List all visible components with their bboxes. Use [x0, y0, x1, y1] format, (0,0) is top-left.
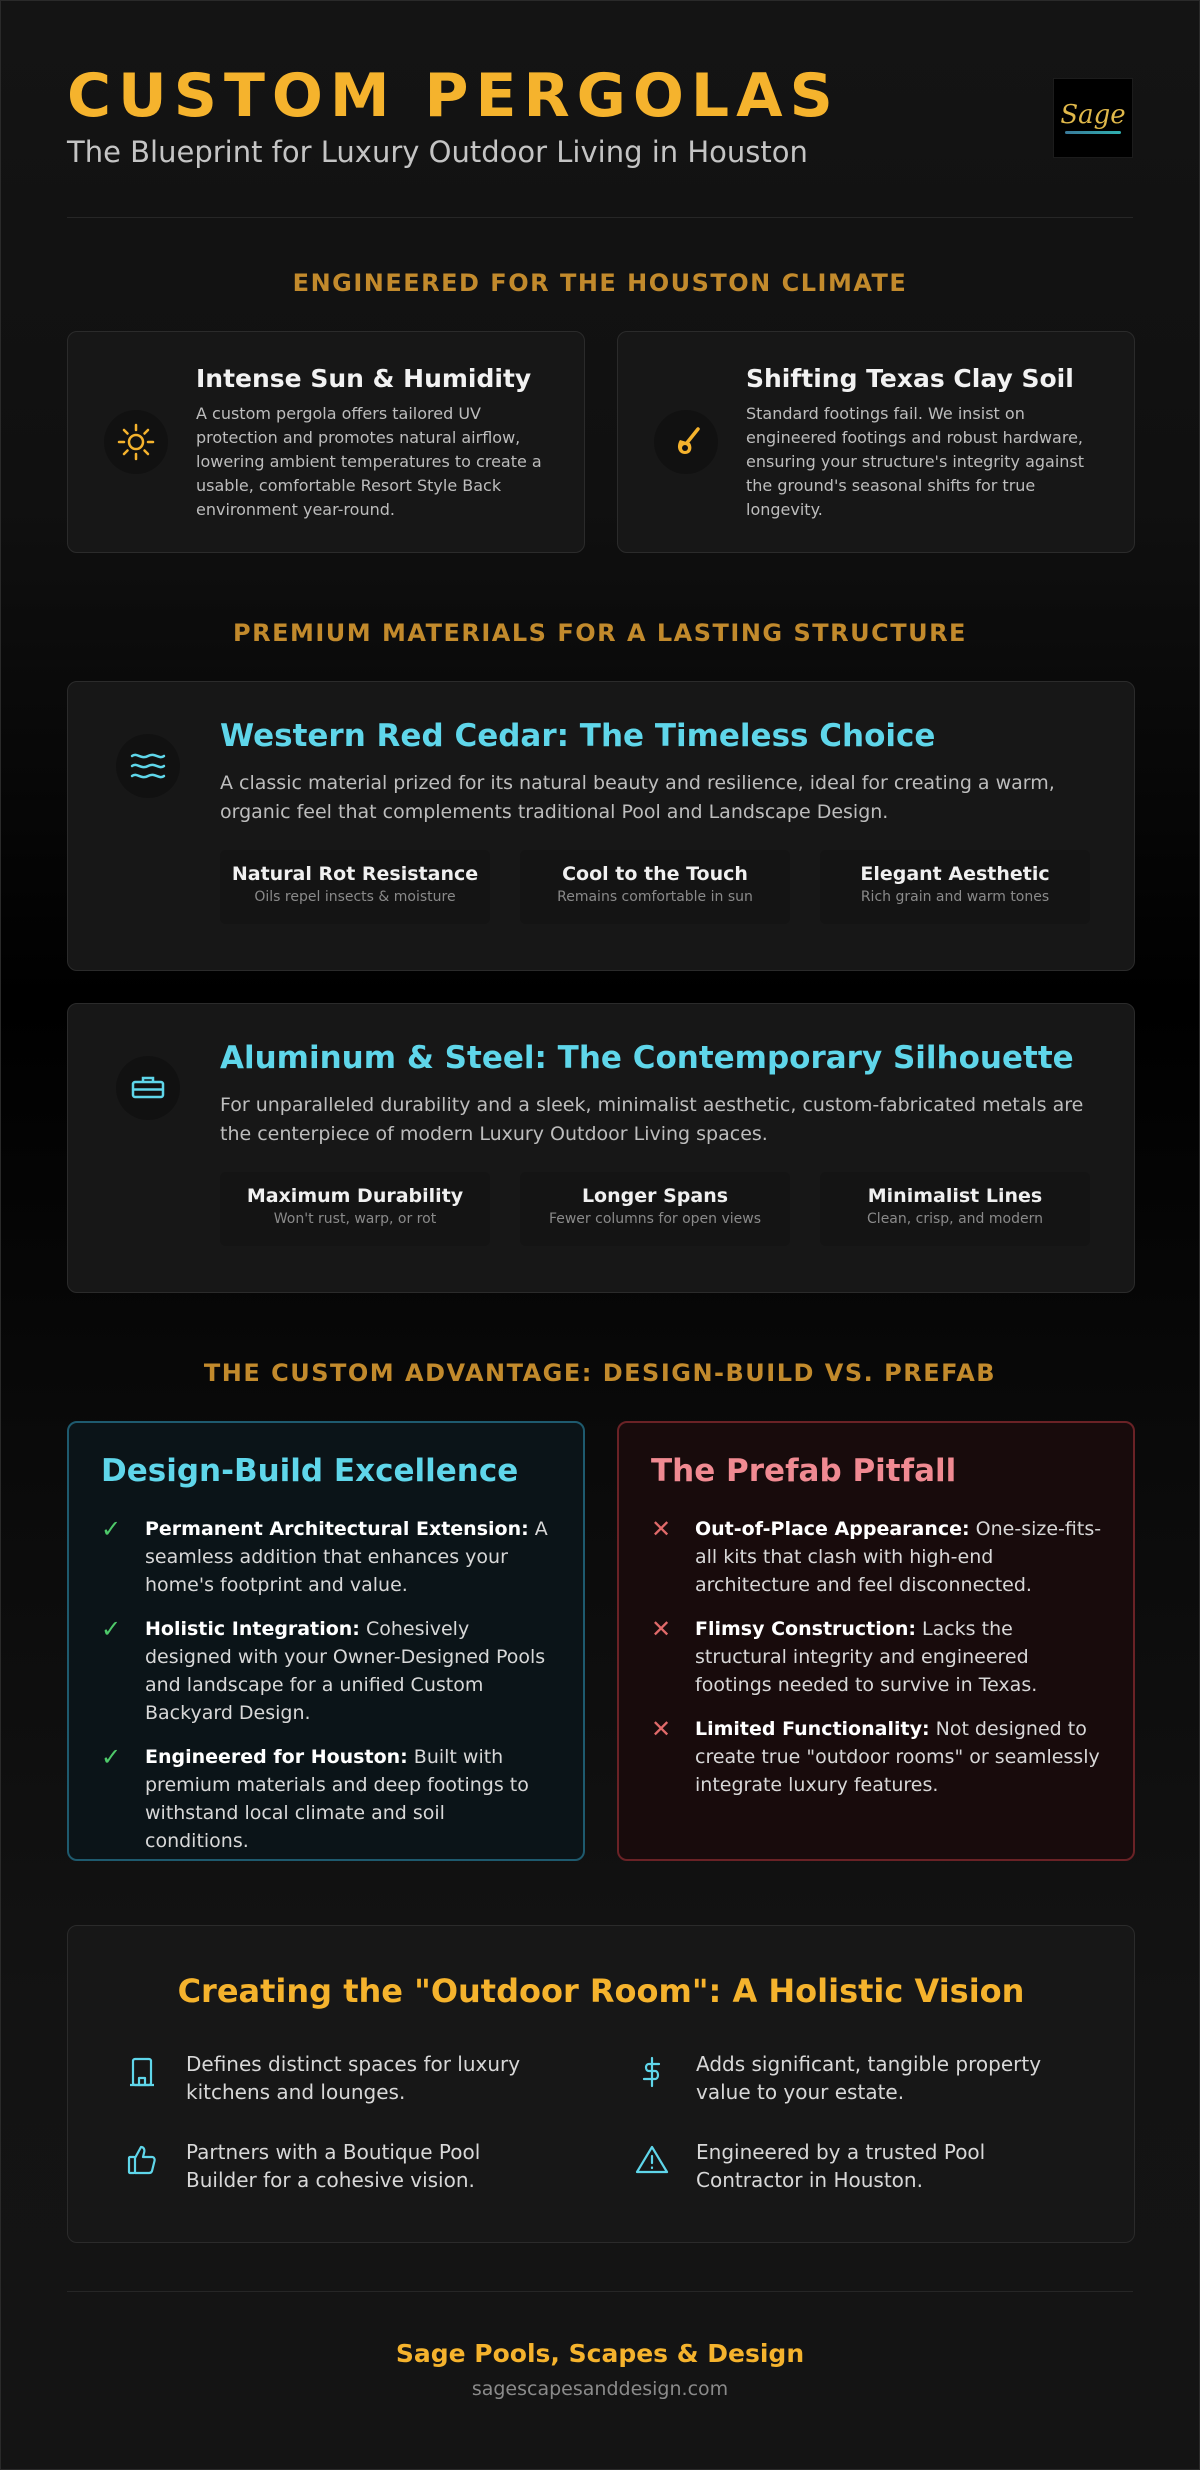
outdoor-room-item — [634, 2138, 1054, 2194]
warning-triangle-icon — [634, 2142, 670, 2178]
feature-title: Maximum Durability — [246, 1185, 464, 1207]
feature-subtitle: Won't rust, warp, or rot — [273, 1211, 437, 1227]
prefab-item — [651, 1615, 1103, 1699]
feature-tile — [820, 1172, 1090, 1246]
thumbs-up-icon — [124, 2142, 160, 2178]
advantage-heading: THE CUSTOM ADVANTAGE: DESIGN-BUILD VS. PREFAB — [203, 1359, 997, 1387]
x-icon: ✕ — [651, 1715, 672, 1743]
outdoor-room-title: Creating the "Outdoor Room": A Holistic Vision — [177, 1972, 1025, 2010]
feature-title: Elegant Aesthetic — [860, 863, 1050, 885]
design-build-title: Design-Build Excellence — [101, 1453, 519, 1489]
feature-title: Minimalist Lines — [867, 1185, 1043, 1207]
climate-card-sun — [67, 331, 585, 553]
material-description: A classic material prized for its natural beauty and resilience, ideal for creating a warm, organic feel that complements traditional Pool and Landscape Design. — [220, 772, 1055, 823]
material-title: Aluminum & Steel: The Contemporary Silhouette — [220, 1040, 1074, 1076]
feature-subtitle: Remains comfortable in sun — [557, 889, 753, 905]
outdoor-room-text: Engineered by a trusted Pool Contractor in Houston. — [696, 2140, 986, 2192]
climate-card-text: A custom pergola offers tailored UV protection and promotes natural airflow, lowering ambient temperatures to create a usable, comfortable Resort Style Back environment year-round. — [196, 404, 542, 519]
divider — [67, 217, 1133, 218]
item-text: A seamless addition that enhances your home's footprint and value. — [145, 1518, 548, 1596]
item-lead: Permanent Architectural Extension: — [145, 1518, 529, 1540]
feature-title: Natural Rot Resistance — [231, 863, 479, 885]
x-icon: ✕ — [651, 1515, 672, 1543]
logo-wave — [1065, 131, 1121, 134]
divider — [67, 2291, 1133, 2292]
wood-grain-icon — [116, 734, 180, 798]
sage-logo — [1053, 78, 1133, 158]
feature-tile — [820, 850, 1090, 924]
feature-title: Cool to the Touch — [562, 863, 748, 885]
item-lead: Limited Functionality: — [695, 1718, 930, 1740]
outdoor-room-text: Defines distinct spaces for luxury kitchens and lounges. — [186, 2052, 521, 2104]
feature-subtitle: Fewer columns for open views — [548, 1211, 762, 1227]
climate-card-title: Intense Sun & Humidity — [196, 364, 532, 393]
design-build-item — [101, 1515, 553, 1599]
footer-website-link[interactable]: sagescapesanddesign.com — [471, 2378, 729, 2400]
building-icon — [124, 2054, 160, 2090]
feature-subtitle: Rich grain and warm tones — [860, 889, 1050, 905]
logo-wordmark: Sage — [1060, 100, 1126, 130]
materials-heading: PREMIUM MATERIALS FOR A LASTING STRUCTURE — [233, 619, 967, 647]
item-text: Lacks the structural integrity and engineered footings needed to survive in Texas. — [695, 1618, 1038, 1696]
check-icon: ✓ — [101, 1615, 122, 1643]
page-title: CUSTOM PERGOLAS — [67, 61, 840, 131]
sun-icon — [104, 410, 168, 474]
anchor-icon — [654, 410, 718, 474]
feature-title: Longer Spans — [581, 1185, 729, 1207]
metal-beam-icon — [116, 1056, 180, 1120]
design-build-item — [101, 1615, 553, 1727]
prefab-item — [651, 1715, 1103, 1799]
item-text: Built with premium materials and deep footings to withstand local climate and soil conditions. — [145, 1746, 529, 1852]
design-build-item — [101, 1743, 553, 1855]
feature-subtitle: Oils repel insects & moisture — [254, 889, 456, 905]
page-subtitle: The Blueprint for Luxury Outdoor Living in Houston — [67, 135, 808, 169]
material-title: Western Red Cedar: The Timeless Choice — [220, 718, 936, 754]
item-lead: Engineered for Houston: — [145, 1746, 408, 1768]
material-description: For unparalleled durability and a sleek, minimalist aesthetic, custom-fabricated metals are the centerpiece of modern Luxury Outdoor Living spaces. — [220, 1094, 1084, 1145]
x-icon: ✕ — [651, 1615, 672, 1643]
climate-card-soil — [617, 331, 1135, 553]
outdoor-room-card — [67, 1925, 1135, 2243]
outdoor-room-item — [124, 2050, 544, 2106]
check-icon: ✓ — [101, 1515, 122, 1543]
footer-company-name: Sage Pools, Scapes & Design — [395, 2339, 805, 2368]
outdoor-room-text: Adds significant, tangible property value to your estate. — [696, 2052, 1042, 2104]
feature-subtitle: Clean, crisp, and modern — [867, 1211, 1043, 1227]
material-card-metal — [67, 1003, 1135, 1293]
header — [67, 61, 1133, 171]
item-lead: Out-of-Place Appearance: — [695, 1518, 970, 1540]
check-icon: ✓ — [101, 1743, 122, 1771]
prefab-title: The Prefab Pitfall — [651, 1453, 957, 1489]
outdoor-room-item — [634, 2050, 1054, 2106]
outdoor-room-item — [124, 2138, 544, 2194]
climate-card-title: Shifting Texas Clay Soil — [746, 364, 1074, 393]
material-card-cedar — [67, 681, 1135, 971]
dollar-icon — [634, 2054, 670, 2090]
feature-tile — [220, 1172, 490, 1246]
item-lead: Holistic Integration: — [145, 1618, 360, 1640]
item-text: Cohesively designed with your Owner-Designed Pools and landscape for a unified Custom Backyard Design. — [145, 1618, 546, 1724]
outdoor-room-text: Partners with a Boutique Pool Builder for a cohesive vision. — [186, 2140, 481, 2192]
feature-tile — [520, 850, 790, 924]
prefab-column — [617, 1421, 1135, 1861]
item-lead: Flimsy Construction: — [695, 1618, 916, 1640]
climate-card-text: Standard footings fail. We insist on engineered footings and robust hardware, ensuring your structure's integrity against the ground's seasonal shifts for true longevity. — [746, 404, 1085, 519]
climate-heading: ENGINEERED FOR THE HOUSTON CLIMATE — [292, 269, 908, 297]
item-text: One-size-fits-all kits that clash with high-end architecture and feel disconnected. — [695, 1518, 1102, 1596]
feature-tile — [220, 850, 490, 924]
item-text: Not designed to create true "outdoor rooms" or seamlessly integrate luxury features. — [695, 1718, 1100, 1796]
prefab-item — [651, 1515, 1103, 1599]
design-build-column — [67, 1421, 585, 1861]
feature-tile — [520, 1172, 790, 1246]
